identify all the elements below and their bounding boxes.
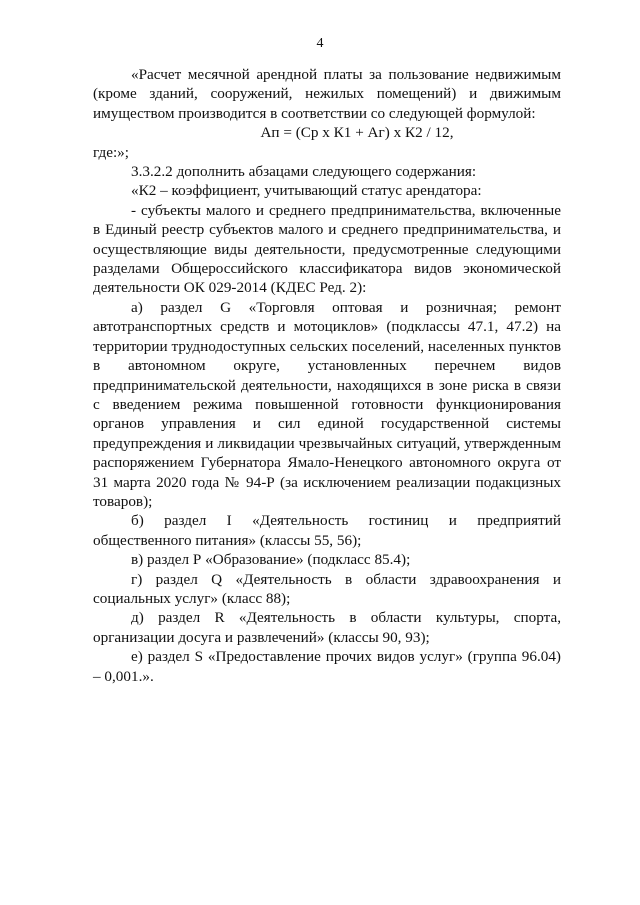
paragraph-subjects: - субъекты малого и среднего предпринимательства, включенные в Единый реестр субъектов малого и среднего предпринимательства, и осуществляющие виды деятельности, предусмотренные следующими разделами Общероссийского классификатора видов экономической деятельности ОК 029-2014 (КДЕС Ред. 2): bbox=[93, 201, 561, 297]
list-item-a: а) раздел G «Торговля оптовая и розничная; ремонт автотранспортных средств и мотоциклов» (подклассы 47.1, 47.2) на территории труднодоступных сельских поселений, населенных пунктов в автономном округе, установленных перечнем видов предпринимательской деятельности, находящихся в зоне риска в связи с введением режима повышенной готовности функционирования органов управления и сил единой государственной системы предупреждения и ликвидации чрезвычайных ситуаций, утвержденным распоряжением Губернатора Ямало-Ненецкого автономного округа от 31 марта 2020 года № 94-Р (за исключением реализации подакцизных товаров); bbox=[93, 298, 561, 510]
page-number: 4 bbox=[316, 36, 324, 51]
list-item-b: б) раздел I «Деятельность гостиниц и предприятий общественного питания» (классы 55, 56); bbox=[93, 512, 561, 549]
paragraph-where: где:»; bbox=[93, 143, 129, 161]
list-item-g: г) раздел Q «Деятельность в области здравоохранения и социальных услуг» (класс 88); bbox=[93, 570, 561, 607]
paragraph-k2-definition: «К2 – коэффициент, учитывающий статус арендатора: bbox=[131, 182, 482, 200]
paragraph-intro: «Расчет месячной арендной платы за пользование недвижимым (кроме зданий, сооружений, нежилых помещений) и движимым имуществом производится в соответствии со следующей формулой: bbox=[93, 66, 561, 122]
paragraph-amendment: 3.3.2.2 дополнить абзацами следующего содержания: bbox=[131, 163, 477, 181]
formula: Ап = (Ср х К1 + Аг) х К2 / 12, bbox=[260, 124, 454, 142]
document-body bbox=[93, 65, 561, 686]
list-item-v: в) раздел Р «Образование» (подкласс 85.4); bbox=[131, 551, 411, 569]
list-item-d: д) раздел R «Деятельность в области культуры, спорта, организации досуга и развлечений» (классы 90, 93); bbox=[93, 609, 561, 646]
list-item-e: е) раздел S «Предоставление прочих видов услуг» (группа 96.04) – 0,001.». bbox=[93, 648, 561, 685]
